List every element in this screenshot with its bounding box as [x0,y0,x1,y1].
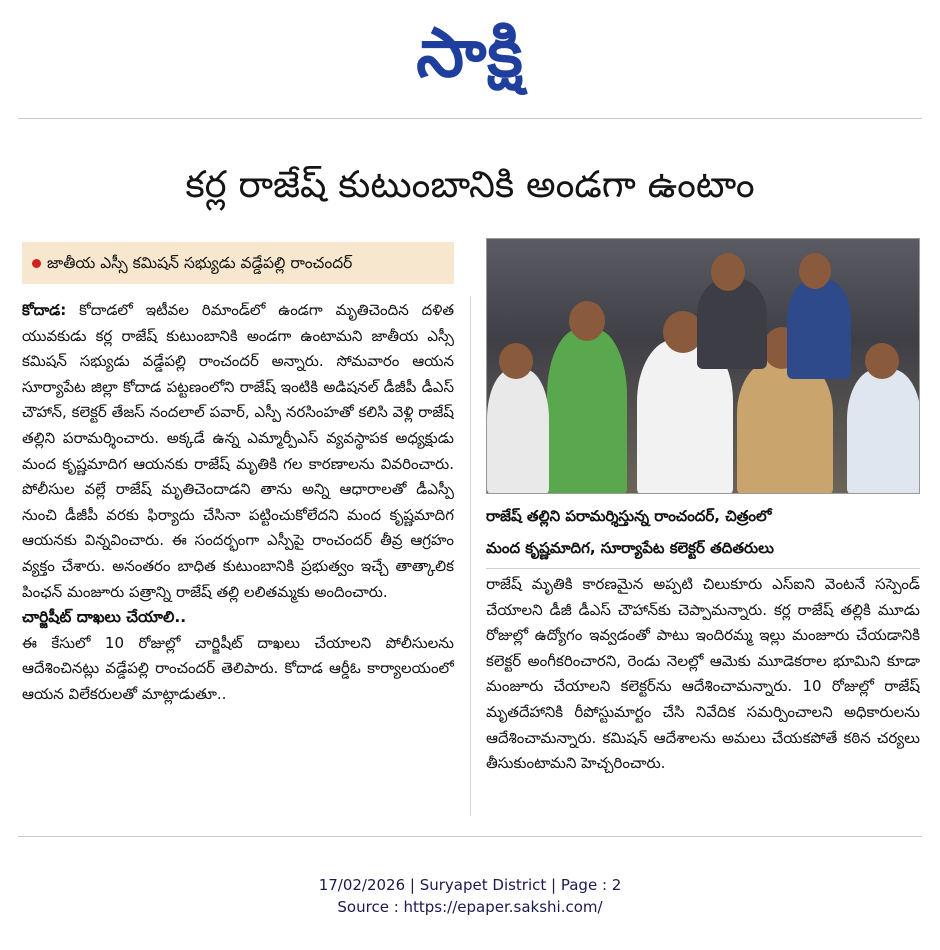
page-footer [0,874,940,918]
photo-figure-head [865,343,899,379]
photo-caption [486,500,920,569]
section-heading: చార్జిషీట్‌ దాఖలు చేయాలి.. [22,608,187,627]
article-headline: కర్ల రాజేష్‌ కుటుంబానికి అండగా ఉంటాం [185,163,755,206]
photo-figure-head [711,253,745,291]
article-body-text-1: కోదాడలో ఇటీవల రిమాండ్‌లో ఉండగా మృతిచెందిన దళిత యువకుడు కర్ల రాజేష్‌ కుటుంబానికి అండగా ఉంటామని జాతీయ ఎస్సీ కమిషన్‌ సభ్యుడు వడ్డేపల్లి రాంచందర్‌ అన్నారు. సోమవారం ఆయన సూర్యాపేట జిల్లా కోదాడ పట్టణంలోని రాజేష్‌ ఇంటికి అడిషనల్‌ డీజీపీ డీఎస్‌ చౌహాన్‌, కలెక్టర్‌ తేజస్‌ నందలాల్‌ పవార్‌, ఎస్పీ నరసింహతో కలిసి వెళ్లి రాజేష్‌ తల్లిని పరామర్శించారు. అక్కడే ఉన్న ఎమ్మార్పీఎస్‌ వ్యవస్థాపక అధ్యక్షుడు మంద కృష్ణమాదిగ ఆయనకు రాజేష్‌ మృతికి గల కారణాలను వివరించారు. పోలీసుల వల్లే రాజేష్‌ మృతిచెందాడని తాను అన్ని ఆధారాలతో డీఎస్పీ నుంచి డీజీపీ వరకు ఫిర్యాదు చేసినా పట్టించుకోలేదని మంద కృష్ణమాదిగ ఆయనకు విన్నవించారు. ఈ సందర్భంగా ఎస్పీపై రాంచందర్‌ తీవ్ర ఆగ్రహం వ్యక్తం చేశారు. అనంతరం బాధిత కుటుంబానికి ప్రభుత్వం ఇచ్చే తాత్కాలిక పింఛన్‌ మంజూరు పత్రాన్ని రాజేష్‌ తల్లి లలితమ్మకు అందించారు. [22,301,454,601]
photo-figure-right [847,369,920,494]
bullet-icon [32,259,41,268]
photo-figure-left [487,369,549,494]
article-subheadline: జాతీయ ఎస్సీ కమిషన్‌ సభ్యుడు వడ్డేపల్లి రాంచందర్‌ [47,254,353,272]
article-subheadline-box [22,242,454,284]
newspaper-logo: సాక్షి [416,14,524,93]
photo-caption-line-2: మంద కృష్ణమాదిగ, సూర్యాపేట కలెక్టర్‌ తదితరులు [486,539,774,557]
footer-date-edition: 17/02/2026 | Suryapet District | Page : 2 [318,876,622,894]
article-left-column [22,298,454,818]
photo-figure-standing [787,279,851,379]
column-divider [470,296,471,816]
article-paragraph-1 [22,298,454,605]
article-photo [486,238,920,494]
article-paragraph-3: రాజేష్‌ మృతికి కారణమైన అప్పటి చిలుకూరు ఎస్‌ఐని వెంటనే సస్పెండ్‌ చేయాలని డీజీ డీఎస్‌ చౌహాన్‌కు చెప్పామన్నారు. కర్ల రాజేష్‌ తల్లికి మూడు రోజుల్లో ఉద్యోగం ఇవ్వడంతో పాటు ఇందిరమ్మ ఇల్లు మంజూరు చేయడానికి కలెక్టర్‌ అంగీకరించారని, రెండు నెలల్లో ఆమెకు మూడెకరాల భూమిని కూడా మంజూరు చేయాలని కలెక్టర్‌ను ఆదేశించామన్నారు. 10 రోజుల్లో రాజేష్‌ మృతదేహానికి రీపోస్టుమార్టం చేసి నివేదిక సమర్పించాలని అధికారులను ఆదేశించామన్నారు. కమిషన్‌ ఆదేశాలను అమలు చేయకపోతే కఠిన చర్యలు తీసుకుంటామని హెచ్చరించారు. [486,575,920,773]
photo-figure-head [569,301,605,341]
photo-figure-officer [737,359,833,494]
photo-caption-line-1: రాజేష్‌ తల్లిని పరామర్శిస్తున్న రాంచందర్‌, చిత్రంలో [486,507,772,525]
masthead-divider [18,118,922,119]
photo-figure-head [499,343,533,379]
photo-figure-woman [547,329,627,494]
article-dateline: కోదాడ: [22,301,67,319]
article-paragraph-2: ఈ కేసులో 10 రోజుల్లో చార్జిషీట్‌ దాఖలు చేయాలని పోలీసులను ఆదేశించినట్లు వడ్డేపల్లి రాంచందర్‌ తెలిపారు. కోదాడ ఆర్డీఓ కార్యాలయంలో ఆయన విలేకరులతో మాట్లాడుతూ.. [22,633,454,703]
photo-figure-standing [697,279,767,369]
footer-divider [18,836,922,837]
footer-source-link[interactable]: Source : https://epaper.sakshi.com/ [337,898,603,916]
article-right-column [486,572,920,822]
photo-figure-head [799,253,831,289]
